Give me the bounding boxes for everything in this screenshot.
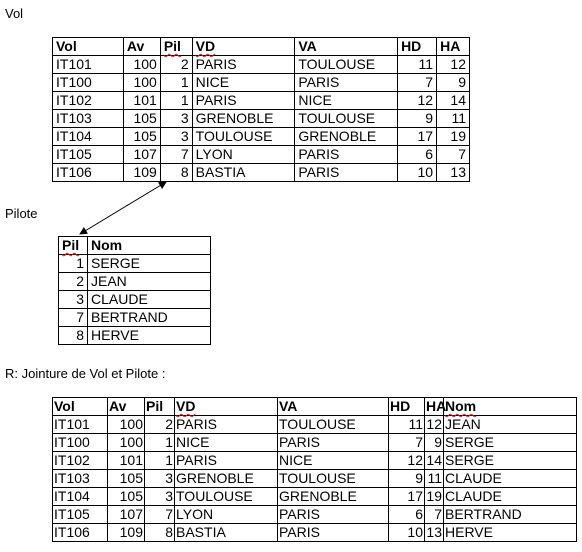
jointure-cell: TOULOUSE [278, 416, 389, 434]
vol-cell: 17 [398, 128, 437, 146]
table-row [53, 488, 577, 506]
table-row [59, 327, 211, 345]
vol-header-cell: HD [398, 38, 437, 56]
jointure-cell: GRENOBLE [175, 470, 278, 488]
jointure-header-cell: Pil [145, 398, 175, 416]
jointure-cell: 17 [389, 488, 425, 506]
vol-header-cell: VD [192, 38, 295, 56]
pilote-cell: 3 [59, 291, 88, 309]
jointure-cell: SERGE [444, 452, 577, 470]
vol-cell: GRENOBLE [295, 128, 398, 146]
vol-caption: Vol [5, 6, 24, 21]
table-row [59, 273, 211, 291]
table-row [53, 470, 577, 488]
jointure-cell: 11 [389, 416, 425, 434]
vol-cell: IT100 [53, 74, 124, 92]
vol-cell: IT103 [53, 110, 124, 128]
vol-cell: IT106 [53, 164, 124, 182]
jointure-header-cell: Vol [53, 398, 108, 416]
vol-cell: PARIS [295, 146, 398, 164]
jointure-header-cell: HD [389, 398, 425, 416]
jointure-header-cell: Av [108, 398, 145, 416]
table-row [53, 434, 577, 452]
jointure-cell: 12 [389, 452, 425, 470]
vol-cell: 10 [398, 164, 437, 182]
table-row [53, 416, 577, 434]
jointure-table [52, 397, 577, 542]
jointure-cell: LYON [175, 506, 278, 524]
pilote-header-cell: Nom [88, 237, 211, 255]
pilote-caption: Pilote [5, 206, 38, 221]
jointure-cell: CLAUDE [444, 470, 577, 488]
vol-cell: TOULOUSE [295, 56, 398, 74]
vol-cell: TOULOUSE [192, 128, 295, 146]
jointure-cell: 8 [145, 524, 175, 542]
vol-cell: NICE [192, 74, 295, 92]
vol-cell: 9 [437, 74, 470, 92]
vol-cell: 14 [437, 92, 470, 110]
jointure-cell: IT103 [53, 470, 108, 488]
vol-cell: 19 [437, 128, 470, 146]
vol-cell: 12 [437, 56, 470, 74]
jointure-cell: 11 [425, 470, 444, 488]
pilote-cell: 1 [59, 255, 88, 273]
jointure-cell: IT106 [53, 524, 108, 542]
vol-header-cell: Vol [53, 38, 124, 56]
jointure-cell: 7 [145, 506, 175, 524]
table-row [59, 255, 211, 273]
table-row [53, 524, 577, 542]
jointure-cell: 100 [108, 434, 145, 452]
pilote-cell: 8 [59, 327, 88, 345]
table-row [59, 291, 211, 309]
jointure-cell: 19 [426, 488, 442, 504]
jointure-cell: IT101 [53, 416, 108, 434]
vol-cell: PARIS [192, 92, 295, 110]
vol-cell: PARIS [295, 164, 398, 182]
vol-header-cell: Pil [160, 38, 192, 56]
pilote-cell: HERVE [88, 327, 211, 345]
vol-cell: 12 [398, 92, 437, 110]
jointure-cell: PARIS [175, 416, 278, 434]
vol-cell: 1 [160, 74, 192, 92]
jointure-cell: IT105 [53, 506, 108, 524]
jointure-header-row [53, 398, 577, 416]
jointure-header-cell: Nom [444, 398, 577, 416]
jointure-cell: CLAUDE [444, 488, 577, 506]
jointure-cell: 6 [389, 506, 425, 524]
jointure-cell: IT104 [53, 488, 108, 506]
jointure-cell: 3 [145, 470, 175, 488]
vol-cell: LYON [192, 146, 295, 164]
jointure-header-cell: VD [175, 398, 278, 416]
jointure-cell: JEAN [444, 416, 577, 434]
jointure-cell: PARIS [278, 524, 389, 542]
table-row [53, 452, 577, 470]
vol-cell: 6 [398, 146, 437, 164]
jointure-caption: R: Jointure de Vol et Pilote : [5, 366, 166, 381]
pilote-cell: BERTRAND [88, 309, 211, 327]
vol-cell: 101 [123, 92, 160, 110]
pilote-header-row [59, 237, 211, 255]
vol-cell: 100 [123, 74, 160, 92]
jointure-header-cell: HA [426, 398, 447, 414]
jointure-body [53, 416, 577, 542]
jointure-cell: TOULOUSE [278, 470, 389, 488]
pilote-header-cell: Pil [59, 237, 88, 255]
vol-cell: 105 [123, 128, 160, 146]
vol-cell: BASTIA [192, 164, 295, 182]
jointure-cell: NICE [175, 434, 278, 452]
jointure-cell: GRENOBLE [278, 488, 389, 506]
jointure-header-cell: VA [278, 398, 389, 416]
vol-header-cell: VA [295, 38, 398, 56]
jointure-cell: 1 [145, 452, 175, 470]
vol-cell: 7 [398, 74, 437, 92]
vol-cell: PARIS [192, 56, 295, 74]
vol-cell: 9 [398, 110, 437, 128]
pilote-cell: SERGE [88, 255, 211, 273]
vol-cell: 3 [160, 128, 192, 146]
pilote-cell: 2 [59, 273, 88, 291]
jointure-cell: IT100 [53, 434, 108, 452]
jointure-cell: 9 [389, 470, 425, 488]
jointure-cell: PARIS [175, 452, 278, 470]
jointure-cell: PARIS [278, 434, 389, 452]
jointure-cell: 101 [108, 452, 145, 470]
jointure-cell: 13 [426, 524, 442, 540]
vol-header-cell: Av [123, 38, 160, 56]
pilote-cell: 7 [59, 309, 88, 327]
vol-cell: 7 [160, 146, 192, 164]
vol-cell: 11 [437, 110, 470, 128]
vol-cell: PARIS [295, 74, 398, 92]
jointure-cell: BASTIA [175, 524, 278, 542]
jointure-cell: 109 [108, 524, 145, 542]
jointure-cell: 7 [389, 434, 425, 452]
vol-cell: NICE [295, 92, 398, 110]
jointure-cell: BERTRAND [444, 506, 577, 524]
vol-cell: IT105 [53, 146, 124, 164]
jointure-cell: 12 [426, 416, 442, 432]
vol-cell: TOULOUSE [295, 110, 398, 128]
vol-cell: IT104 [53, 128, 124, 146]
vol-cell: 3 [160, 110, 192, 128]
vol-cell: 8 [160, 164, 192, 182]
jointure-cell: 100 [108, 416, 145, 434]
jointure-cell: 107 [108, 506, 145, 524]
jointure-cell: 3 [145, 488, 175, 506]
vol-cell: IT101 [53, 56, 124, 74]
vol-cell: IT102 [53, 92, 124, 110]
jointure-cell: 1 [145, 434, 175, 452]
jointure-cell: 105 [108, 470, 145, 488]
vol-cell: 1 [160, 92, 192, 110]
vol-cell: GRENOBLE [192, 110, 295, 128]
jointure-cell: 14 [426, 452, 442, 468]
pilote-table [58, 236, 211, 345]
vol-cell: 107 [123, 146, 160, 164]
pilote-cell: CLAUDE [88, 291, 211, 309]
vol-cell: 13 [437, 164, 470, 182]
table-row [53, 506, 577, 524]
vol-cell: 100 [123, 56, 160, 74]
vol-cell: 7 [437, 146, 470, 164]
vol-cell: 109 [123, 164, 160, 182]
jointure-cell: TOULOUSE [175, 488, 278, 506]
jointure-cell: 10 [389, 524, 425, 542]
jointure-cell: IT102 [53, 452, 108, 470]
vol-cell: 105 [123, 110, 160, 128]
pilote-cell: JEAN [88, 273, 211, 291]
pilote-body [59, 255, 211, 345]
table-row [59, 309, 211, 327]
vol-cell: 2 [160, 56, 192, 74]
jointure-cell: HERVE [444, 524, 577, 542]
jointure-cell: PARIS [278, 506, 389, 524]
jointure-cell: 9 [425, 434, 444, 452]
vol-header-cell: HA [437, 38, 470, 56]
jointure-cell: NICE [278, 452, 389, 470]
jointure-cell: SERGE [444, 434, 577, 452]
jointure-cell: 7 [425, 506, 444, 524]
vol-cell: 11 [398, 56, 437, 74]
jointure-cell: 105 [108, 488, 145, 506]
jointure-cell: 2 [145, 416, 175, 434]
